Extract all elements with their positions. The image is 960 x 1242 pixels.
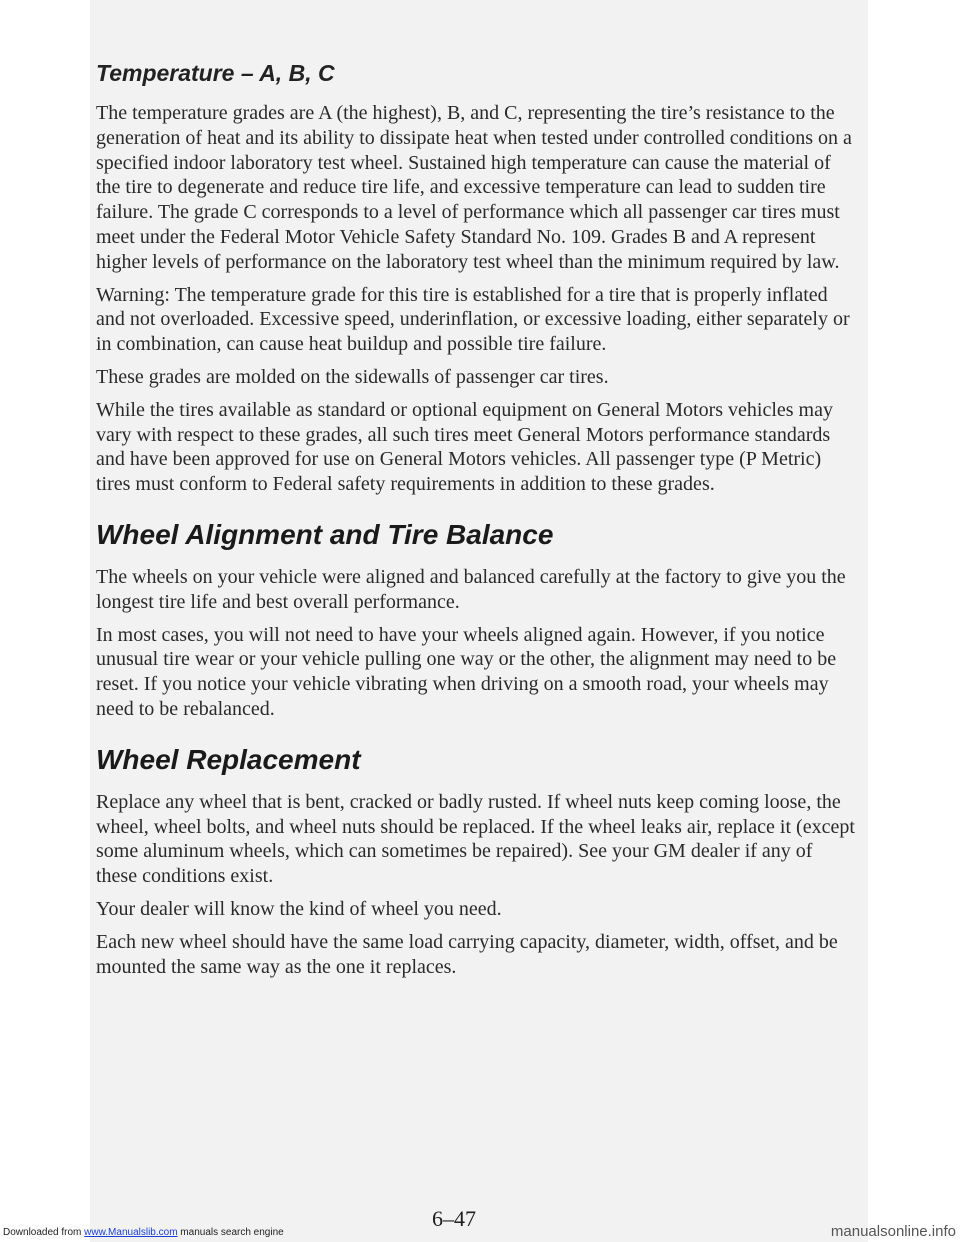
page-content — [96, 60, 856, 987]
alignment-heading: Wheel Alignment and Tire Balance — [96, 518, 554, 550]
temperature-paragraph-4: While the tires available as standard or optional equipment on General Motors vehicles may vary with respect to these grades, all such tires meet General Motors performance standards and have been approved for use on General Motors vehicles. All passenger type (P Metric) tires must conform to Federal safety requirements in addition to these grades. — [96, 398, 833, 496]
manualslib-link[interactable]: www.Manualslib.com — [84, 1227, 178, 1238]
replacement-paragraph-1: Replace any wheel that is bent, cracked or badly rusted. If wheel nuts keep coming loose, the wheel, wheel bolts, and wheel nuts should be replaced. If the wheel leaks air, replace it (except some aluminum wheels, which can sometimes be repaired). See your GM dealer if any of these conditions exist. — [96, 790, 855, 888]
download-footer — [3, 1227, 284, 1238]
alignment-paragraph-1: The wheels on your vehicle were aligned and balanced carefully at the factory to give you the longest tire life and best overall performance. — [96, 565, 846, 613]
temperature-heading: Temperature – A, B, C — [96, 60, 335, 86]
watermark-text: manualsonline.info — [830, 1223, 956, 1240]
replacement-paragraph-3: Each new wheel should have the same load carrying capacity, diameter, width, offset, and be mounted the same way as the one it replaces. — [96, 930, 838, 978]
alignment-paragraph-2: In most cases, you will not need to have your wheels aligned again. However, if you notice unusual tire wear or your vehicle pulling one way or the other, the alignment may need to be reset. If you notice your vehicle vibrating when driving on a smooth road, your wheels may need to be rebalanced. — [96, 623, 837, 720]
temperature-paragraph-1: The temperature grades are A (the highest), B, and C, representing the tire’s resistance to the generation of heat and its ability to dissipate heat when tested under controlled conditions on a specified indoor laboratory test wheel. Sustained high temperature can cause the material of the tire to degenerate and reduce tire life, and excessive temperature can lead to sudden tire failure. The grade C corresponds to a level of performance which all passenger car tires must meet under the Federal Motor Vehicle Safety Standard No. 109. Grades B and A represent higher levels of performance on the laboratory test wheel than the minimum required by law. — [96, 102, 852, 273]
footer-prefix: Downloaded from — [3, 1227, 85, 1238]
page-number: 6–47 — [432, 1206, 476, 1231]
temperature-warning-paragraph: Warning: The temperature grade for this tire is established for a tire that is properly inflated and not overloaded. Excessive speed, underinflation, or excessive loading, either separately or in combination, can cause heat buildup and possible tire failure. — [96, 283, 850, 356]
footer-suffix: manuals search engine — [177, 1227, 284, 1238]
replacement-heading: Wheel Replacement — [96, 743, 361, 775]
replacement-paragraph-2: Your dealer will know the kind of wheel you need. — [96, 897, 502, 920]
temperature-paragraph-3: These grades are molded on the sidewalls of passenger car tires. — [96, 365, 609, 388]
